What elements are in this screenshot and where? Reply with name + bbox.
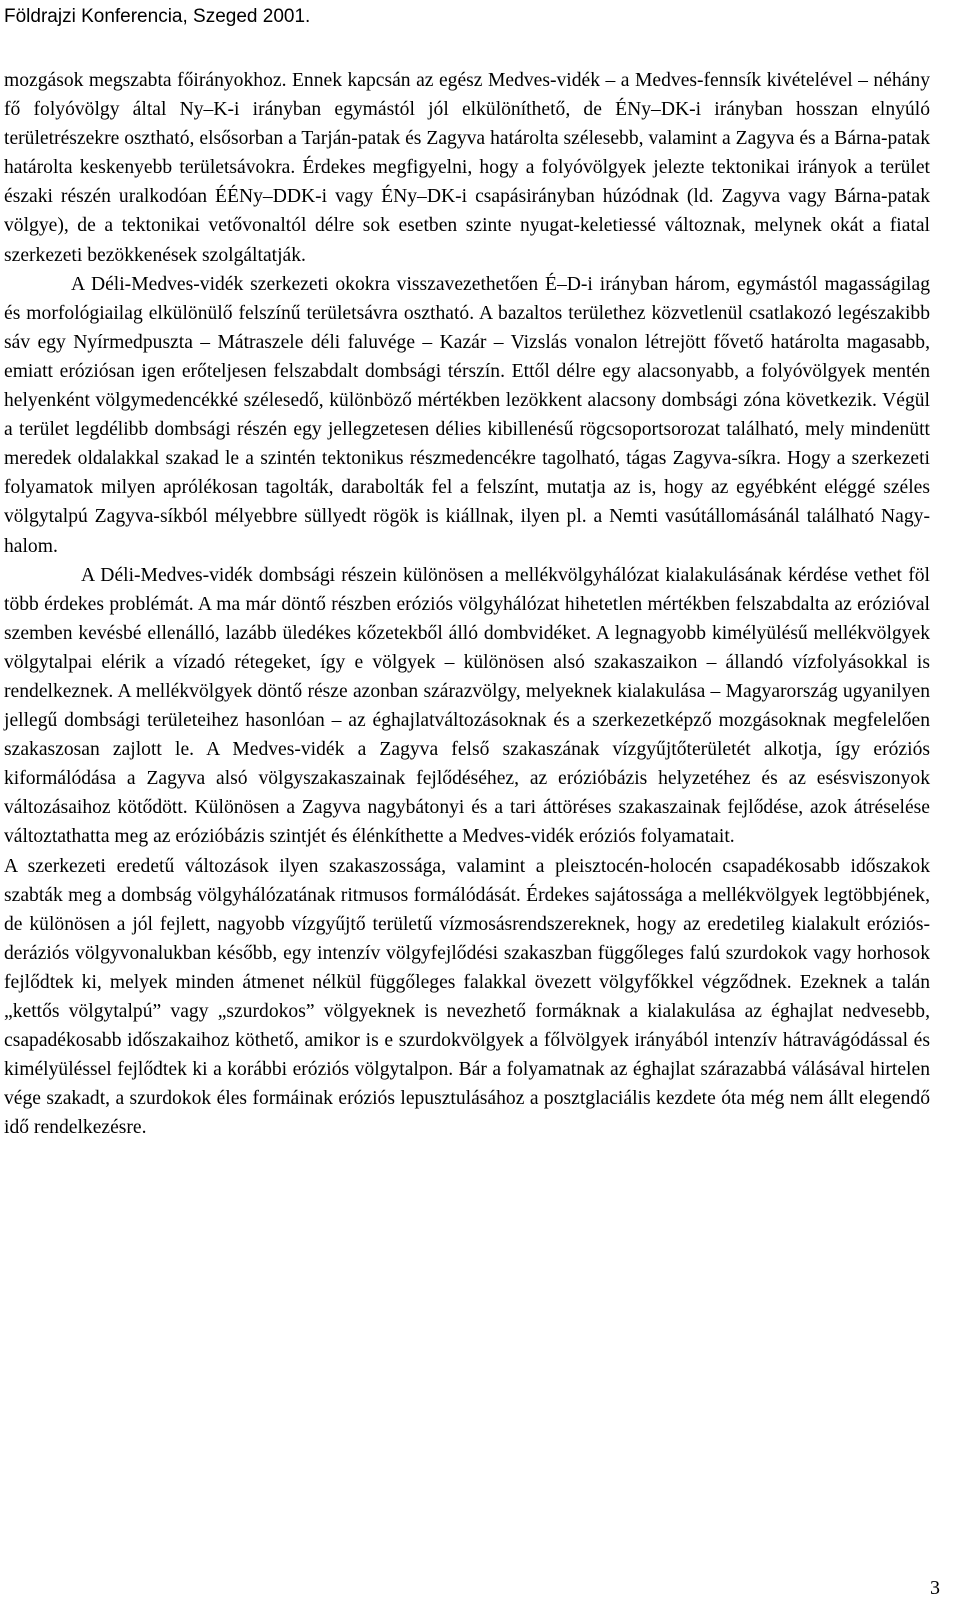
paragraph-2: A Déli-Medves-vidék szerkezeti okokra visszavezethetően É–D-i irányban három, egymástól magasságilag és morfológiailag elkülönülő felszínű területsávra osztható. A bazaltos területhez közvetlenül csatlakozó legészakibb sáv egy Nyírmedpuszta – Mátraszele déli faluvége – Kazár – Vizslás vonalon létrejött fővető határolta magasabb, emiatt eróziósan igen erőteljesen felszabdalt dombsági térszín. Ettől délre egy alacsonyabb, a folyóvölgyek mentén helyenként völgymedencékké szélesedő, különböző mértékben lezökkent alacsony dombsági zóna következik. Végül a terület legdélibb dombsági részén egy jellegzetesen délies kibillenésű rögcsoportsorozat található, mely mindenütt meredek oldalakkal szakad le a szintén tektonikus részmedencékre tagolható, tágas Zagyva-síkra. Hogy a szerkezeti folyamatok milyen aprólékosan tagolták, darabolták fel a felszínt, mutatja az is, hogy az egyébként eléggé széles völgytalpú Zagyva-síkból mélyebbre süllyedt rögök is kiállnak, ilyen pl. a Nemti vasútállomásánál található Nagy-halom. [4, 273, 930, 557]
page-number: 3 [930, 1577, 940, 1599]
paragraph-3: A Déli-Medves-vidék dombsági részein különösen a mellékvölgyhálózat kialakulásának kérdése vethet föl több érdekes problémát. A ma már döntő részben eróziós völgyhálózat hihetetlen mértékben felszabdalta az erózióval szemben kevésbé ellenálló, lazább üledékes kőzetekből álló dombvidéket. A legnagyobb kimélyülésű mellékvölgyek völgytalpai elérik a vízadó rétegeket, így e völgyek – különösen alsó szakaszaikon – állandó vízfolyásokkal is rendelkeznek. A mellékvölgyek döntő része azonban szárazvölgy, melyeknek kialakulása – Magyarország ugyanilyen jellegű dombsági területeihez hasonlóan – az éghajlatváltozásoknak és a szerkezetképző mozgásoknak megfelelően szakaszosan zajlott le. A Medves-vidék a Zagyva felső szakaszának vízgyűjtőterületét alkotja, így eróziós kiformálódása a Zagyva alsó völgyszakaszainak fejlődéséhez, az erózióbázis helyzetéhez és az esésviszonyok változásaihoz kötődött. Különösen a Zagyva nagybátonyi és a tari áttöréses szakaszainak fejlődése, azok átréselése változtathatta meg az erózióbázis szintjét és élénkíthette a Medves-vidék eróziós folyamatait. [4, 564, 930, 848]
paragraph-1: mozgások megszabta főirányokhoz. Ennek kapcsán az egész Medves-vidék – a Medves-fennsík kivételével – néhány fő folyóvölgy által Ny–K-i irányban egymástól jól elkülöníthető, de ÉNy–DK-i irányban hosszan elnyúló területrészekre osztható, elsősorban a Tarján-patak és Zagyva határolta szélesebb, valamint a Zagyva és a Bárna-patak határolta keskenyebb területsávokra. Érdekes megfigyelni, hogy a folyóvölgyek jelezte tektonikai irányok a terület északi részén uralkodóan ÉÉNy–DDK-i vagy ÉNy–DK-i csapásirányban húzódnak (ld. Zagyva vagy Bárna-patak völgye), de a tektonikai vetővonaltól délre sok esetben szinte nyugat-keletiessé változnak, melynek okát a fiatal szerkezeti bezökkenések szolgáltatják. [4, 70, 930, 266]
running-header: Földrajzi Konferencia, Szeged 2001. [4, 6, 311, 27]
body-text [4, 66, 930, 1142]
paragraph-4: A szerkezeti eredetű változások ilyen szakaszossága, valamint a pleisztocén-holocén csapadékosabb időszakok szabták meg a dombság völgyhálózatának ritmusos formálódását. Érdekes sajátossága a mellékvölgyek legtöbbjének, de különösen a jól fejlett, nagyobb vízgyűjtő területű vízmosásrendszereknek, hogy az eredetileg kialakult eróziós-deráziós völgyvonalukban később, egy intenzív völgyfejlődési szakaszban függőleges falú szurdokok vagy horhosok fejlődtek ki, melyek minden átmenet nélkül függőleges falakkal övezett völgyfőkkel végződnek. Ezeknek a talán „kettős völgytalpú” vagy „szurdokos” völgyeknek is nevezhető formáknak a kialakulása az éghajlat nedvesebb, csapadékosabb időszakaihoz köthető, amikor is e szurdokvölgyek a főlvölgyek irányából intenzív hátravágódással és kimélyüléssel fejlődtek ki a korábbi eróziós völgytalpon. Bár a folyamatnak az éghajlat szárazabbá válásával hirtelen vége szakadt, a szurdokok éles formáinak eróziós lepusztulásához a posztglaciális kezdete óta még nem állt elegendő idő rendelkezésre. [4, 855, 930, 1139]
